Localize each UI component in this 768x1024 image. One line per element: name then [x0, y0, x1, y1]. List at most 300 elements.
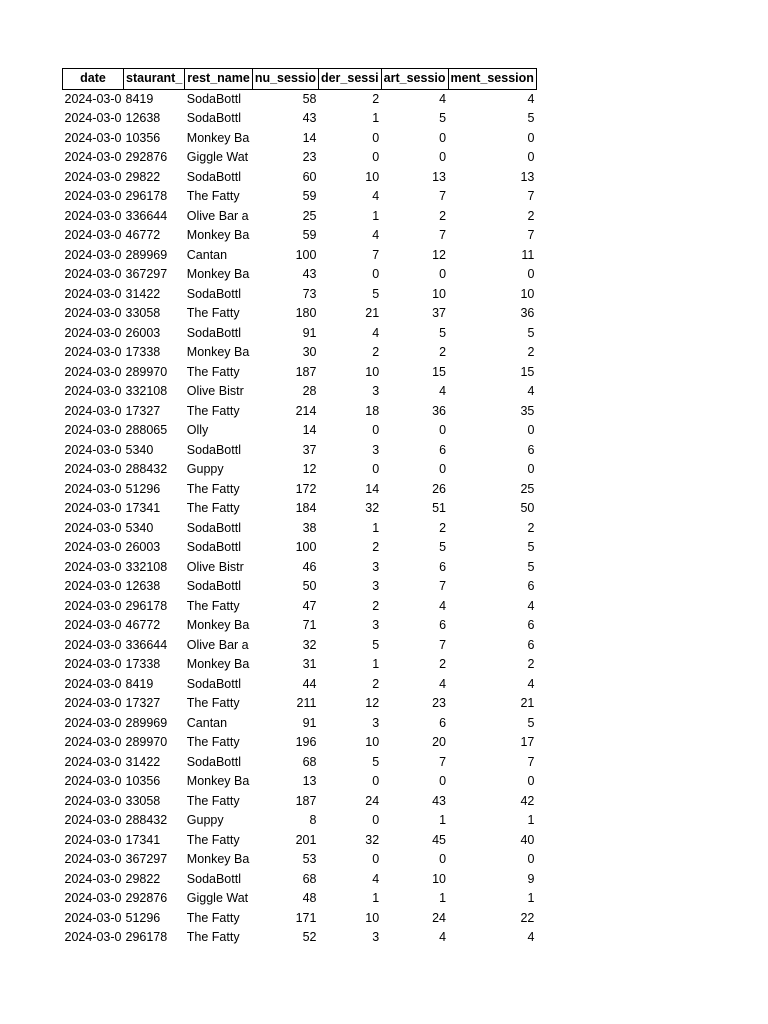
table-cell[interactable]: 35 [520, 403, 535, 418]
table-cell[interactable]: The Fatty [186, 910, 240, 925]
table-cell[interactable]: 288065 [125, 423, 168, 437]
table-cell[interactable]: 2024-03-0 [64, 813, 122, 827]
column-header[interactable]: der_sessi [318, 69, 381, 90]
table-cell[interactable]: 2024-03-0 [64, 696, 122, 710]
table-cell[interactable]: 288432 [125, 813, 168, 827]
table-cell[interactable]: 10 [432, 286, 447, 301]
table-cell[interactable]: 91 [302, 325, 317, 340]
table-cell[interactable]: 180 [295, 306, 317, 320]
table-cell[interactable]: 17 [520, 735, 535, 749]
table-cell[interactable]: 2024-03-0 [64, 774, 122, 788]
table-cell[interactable]: SodaBottl [186, 91, 241, 106]
table-cell[interactable]: 289969 [125, 715, 168, 730]
table-cell[interactable]: 51 [432, 501, 447, 515]
table-cell[interactable]: 28 [302, 384, 317, 398]
table-cell[interactable]: 5 [527, 540, 535, 554]
table-cell[interactable]: Olive Bistr [186, 559, 244, 574]
table-cell[interactable]: 2024-03-0 [64, 735, 122, 749]
table-cell[interactable]: SodaBottl [186, 579, 241, 593]
table-cell[interactable]: 2024-03-0 [64, 286, 122, 301]
table-cell[interactable]: 6 [439, 442, 447, 457]
table-cell[interactable]: 0 [527, 130, 535, 145]
column-header[interactable]: rest_name [185, 69, 253, 90]
table-cell[interactable]: The Fatty [186, 832, 240, 847]
table-cell[interactable]: 2024-03-0 [64, 442, 122, 457]
table-cell[interactable]: Monkey Ba [186, 130, 250, 145]
table-cell[interactable]: 2 [439, 520, 447, 535]
table-cell[interactable]: 336644 [125, 637, 168, 652]
table-cell[interactable]: 12 [432, 247, 447, 262]
table-cell[interactable]: 292876 [125, 891, 168, 905]
table-cell[interactable]: 196 [295, 735, 317, 749]
table-cell[interactable]: Monkey Ba [186, 774, 250, 788]
table-cell[interactable]: 367297 [125, 267, 168, 281]
table-cell[interactable]: 5 [527, 715, 535, 730]
table-cell[interactable]: 14 [302, 423, 317, 437]
table-cell[interactable]: 0 [527, 774, 535, 788]
table-cell[interactable]: 6 [527, 637, 535, 652]
table-cell[interactable]: 5 [439, 540, 447, 554]
table-cell[interactable]: 3 [372, 618, 380, 632]
table-cell[interactable]: 5 [527, 559, 535, 574]
table-cell[interactable]: The Fatty [186, 696, 240, 710]
table-cell[interactable]: Cantan [186, 715, 228, 730]
table-cell[interactable]: 5 [372, 637, 380, 652]
table-cell[interactable]: The Fatty [186, 481, 240, 496]
table-cell[interactable]: 50 [302, 579, 317, 593]
table-cell[interactable]: 42 [520, 793, 535, 808]
table-cell[interactable]: 5 [527, 111, 535, 125]
table-cell[interactable]: 4 [372, 189, 380, 203]
table-cell[interactable]: 2024-03-0 [64, 384, 122, 398]
table-cell[interactable]: 332108 [125, 384, 168, 398]
table-cell[interactable]: 171 [295, 910, 317, 925]
table-cell[interactable]: 1 [372, 657, 380, 671]
table-cell[interactable]: 6 [439, 618, 447, 632]
table-cell[interactable]: 10 [365, 735, 380, 749]
table-cell[interactable]: 0 [372, 130, 380, 145]
table-cell[interactable]: 1 [372, 208, 380, 223]
table-cell[interactable]: 4 [372, 228, 380, 242]
table-cell[interactable]: 10356 [125, 774, 161, 788]
table-cell[interactable]: The Fatty [186, 598, 240, 613]
table-cell[interactable]: 23 [432, 696, 447, 710]
table-cell[interactable]: SodaBottl [186, 169, 241, 184]
table-cell[interactable]: 296178 [125, 930, 168, 944]
table-cell[interactable]: 289970 [125, 735, 168, 749]
table-cell[interactable]: 32 [365, 832, 380, 847]
table-cell[interactable]: 15 [432, 364, 447, 379]
table-cell[interactable]: The Fatty [186, 930, 240, 944]
table-cell[interactable]: 10356 [125, 130, 161, 145]
table-cell[interactable]: 25 [520, 481, 535, 496]
table-cell[interactable]: 8419 [125, 91, 154, 106]
table-cell[interactable]: The Fatty [186, 189, 240, 203]
table-cell[interactable]: 5340 [125, 442, 154, 457]
table-cell[interactable]: 336644 [125, 208, 168, 223]
table-cell[interactable]: 292876 [125, 150, 168, 164]
table-cell[interactable]: 43 [302, 267, 317, 281]
table-cell[interactable]: 46772 [125, 618, 161, 632]
table-cell[interactable]: 43 [432, 793, 447, 808]
table-cell[interactable]: 5 [527, 325, 535, 340]
table-cell[interactable]: 2 [372, 676, 380, 691]
table-cell[interactable]: 0 [372, 462, 380, 476]
table-cell[interactable]: SodaBottl [186, 442, 241, 457]
table-cell[interactable]: 50 [520, 501, 535, 515]
table-cell[interactable]: SodaBottl [186, 111, 241, 125]
table-cell[interactable]: 0 [527, 267, 535, 281]
table-cell[interactable]: SodaBottl [186, 871, 241, 886]
table-cell[interactable]: 33058 [125, 793, 161, 808]
table-cell[interactable]: 2024-03-0 [64, 559, 122, 574]
table-cell[interactable]: 7 [439, 754, 447, 769]
table-cell[interactable]: Giggle Wat [186, 150, 249, 164]
table-cell[interactable]: 29822 [125, 871, 161, 886]
table-cell[interactable]: 0 [527, 852, 535, 866]
table-cell[interactable]: The Fatty [186, 403, 240, 418]
table-cell[interactable]: 3 [372, 384, 380, 398]
table-cell[interactable]: SodaBottl [186, 540, 241, 554]
table-cell[interactable]: 0 [439, 852, 447, 866]
table-cell[interactable]: 187 [295, 364, 317, 379]
table-cell[interactable]: 60 [302, 169, 317, 184]
table-cell[interactable]: 8 [309, 813, 317, 827]
table-cell[interactable]: 1 [527, 813, 535, 827]
table-cell[interactable]: 2024-03-0 [64, 130, 122, 145]
table-cell[interactable]: 37 [302, 442, 317, 457]
table-cell[interactable]: 2 [527, 520, 535, 535]
table-cell[interactable]: 172 [295, 481, 317, 496]
table-cell[interactable]: 0 [439, 423, 447, 437]
table-cell[interactable]: 11 [521, 247, 535, 262]
table-cell[interactable]: 26003 [125, 540, 161, 554]
table-cell[interactable]: 0 [372, 813, 380, 827]
table-cell[interactable]: 37 [432, 306, 447, 320]
table-cell[interactable]: 52 [302, 930, 317, 944]
table-cell[interactable]: 17327 [125, 696, 161, 710]
table-cell[interactable]: 48 [302, 891, 317, 905]
table-cell[interactable]: 12638 [125, 579, 161, 593]
table-cell[interactable]: 31 [302, 657, 317, 671]
table-cell[interactable]: 18 [365, 403, 380, 418]
table-cell[interactable]: 2024-03-0 [64, 754, 122, 769]
table-cell[interactable]: 7 [527, 189, 535, 203]
table-cell[interactable]: 2024-03-0 [64, 169, 122, 184]
table-cell[interactable]: Olive Bistr [186, 384, 244, 398]
table-cell[interactable]: 53 [302, 852, 317, 866]
table-cell[interactable]: 10 [520, 286, 535, 301]
table-cell[interactable]: 31422 [125, 286, 161, 301]
table-cell[interactable]: 2 [372, 598, 380, 613]
table-cell[interactable]: 2024-03-0 [64, 676, 122, 691]
table-cell[interactable]: SodaBottl [186, 520, 241, 535]
table-cell[interactable]: 2024-03-0 [64, 715, 122, 730]
table-cell[interactable]: 7 [527, 228, 535, 242]
table-cell[interactable]: 58 [302, 91, 317, 106]
table-cell[interactable]: 2024-03-0 [64, 618, 122, 632]
table-cell[interactable]: 201 [295, 832, 317, 847]
table-cell[interactable]: 71 [302, 618, 317, 632]
table-cell[interactable]: 12 [302, 462, 317, 476]
table-cell[interactable]: 2024-03-0 [64, 462, 122, 476]
table-cell[interactable]: 45 [432, 832, 447, 847]
table-cell[interactable]: 6 [527, 618, 535, 632]
table-cell[interactable]: 9 [527, 871, 535, 886]
table-cell[interactable]: 0 [372, 267, 380, 281]
table-cell[interactable]: 10 [432, 871, 447, 886]
table-cell[interactable]: The Fatty [186, 501, 240, 515]
table-cell[interactable]: Giggle Wat [186, 891, 249, 905]
table-cell[interactable]: 2024-03-0 [64, 423, 122, 437]
table-cell[interactable]: 2024-03-0 [64, 150, 122, 164]
table-cell[interactable]: 24 [365, 793, 380, 808]
table-cell[interactable]: 288432 [125, 462, 168, 476]
table-cell[interactable]: 0 [439, 462, 447, 476]
table-cell[interactable]: 2024-03-0 [64, 910, 122, 925]
table-cell[interactable]: 4 [527, 384, 535, 398]
table-cell[interactable]: Olive Bar a [186, 637, 249, 652]
table-cell[interactable]: 68 [302, 871, 317, 886]
table-cell[interactable]: 0 [527, 423, 535, 437]
table-cell[interactable]: 4 [439, 91, 447, 106]
table-cell[interactable]: 47 [302, 598, 317, 613]
table-cell[interactable]: 2 [439, 657, 447, 671]
table-cell[interactable]: Monkey Ba [186, 228, 250, 242]
table-cell[interactable]: 36 [432, 403, 447, 418]
table-cell[interactable]: 26003 [125, 325, 161, 340]
table-cell[interactable]: SodaBottl [186, 286, 241, 301]
table-cell[interactable]: 5 [372, 754, 380, 769]
table-cell[interactable]: 289970 [125, 364, 168, 379]
table-cell[interactable]: 2024-03-0 [64, 364, 122, 379]
table-cell[interactable]: 100 [295, 540, 317, 554]
table-cell[interactable]: 2024-03-0 [64, 637, 122, 652]
table-cell[interactable]: 2024-03-0 [64, 501, 122, 515]
table-cell[interactable]: 2024-03-0 [64, 579, 122, 593]
table-cell[interactable]: 2024-03-0 [64, 520, 122, 535]
table-cell[interactable]: 2024-03-0 [64, 832, 122, 847]
table-cell[interactable]: 2024-03-0 [64, 345, 122, 359]
table-cell[interactable]: 13 [520, 169, 535, 184]
table-cell[interactable]: 32 [302, 637, 317, 652]
table-cell[interactable]: 0 [439, 774, 447, 788]
table-cell[interactable]: 14 [365, 481, 380, 496]
table-cell[interactable]: 2024-03-0 [64, 540, 122, 554]
table-cell[interactable]: 51296 [125, 481, 161, 496]
table-cell[interactable]: 2 [527, 208, 535, 223]
table-cell[interactable]: 10 [365, 364, 380, 379]
table-cell[interactable]: 2024-03-0 [64, 481, 122, 496]
table-cell[interactable]: 2024-03-0 [64, 306, 122, 320]
table-cell[interactable]: Guppy [186, 813, 224, 827]
table-cell[interactable]: 4 [527, 676, 535, 691]
table-cell[interactable]: 12638 [125, 111, 161, 125]
table-cell[interactable]: 43 [302, 111, 317, 125]
table-cell[interactable]: 332108 [125, 559, 168, 574]
table-cell[interactable]: 4 [372, 871, 380, 886]
table-cell[interactable]: SodaBottl [186, 325, 241, 340]
table-cell[interactable]: 44 [302, 676, 317, 691]
table-cell[interactable]: 2024-03-0 [64, 852, 122, 866]
table-cell[interactable]: 0 [439, 130, 447, 145]
table-cell[interactable]: 4 [372, 325, 380, 340]
table-cell[interactable]: 26 [432, 481, 447, 496]
table-cell[interactable]: 4 [439, 930, 447, 944]
table-cell[interactable]: 14 [302, 130, 317, 145]
table-cell[interactable]: 17338 [125, 657, 161, 671]
table-cell[interactable]: 5 [439, 325, 447, 340]
table-cell[interactable]: 5 [372, 286, 380, 301]
table-cell[interactable]: 91 [302, 715, 317, 730]
table-cell[interactable]: Cantan [186, 247, 228, 262]
table-cell[interactable]: 0 [439, 267, 447, 281]
table-cell[interactable]: 4 [439, 384, 447, 398]
table-cell[interactable]: 2024-03-0 [64, 111, 122, 125]
table-cell[interactable]: The Fatty [186, 306, 240, 320]
column-header[interactable]: ment_session [448, 69, 536, 90]
table-cell[interactable]: 6 [527, 579, 535, 593]
table-cell[interactable]: 2 [527, 345, 535, 359]
table-cell[interactable]: 0 [439, 150, 447, 164]
table-cell[interactable]: SodaBottl [186, 676, 241, 691]
table-cell[interactable]: 2024-03-0 [64, 91, 122, 106]
table-cell[interactable]: 214 [295, 403, 317, 418]
table-cell[interactable]: 22 [520, 910, 535, 925]
table-cell[interactable]: 5 [439, 111, 447, 125]
table-cell[interactable]: 4 [439, 676, 447, 691]
table-cell[interactable]: 31422 [125, 754, 161, 769]
table-cell[interactable]: Olive Bar a [186, 208, 249, 223]
table-cell[interactable]: 29822 [125, 169, 161, 184]
column-header[interactable]: staurant_ [124, 69, 185, 90]
table-cell[interactable]: 17341 [125, 501, 161, 515]
table-cell[interactable]: 30 [302, 345, 317, 359]
table-cell[interactable]: 4 [439, 598, 447, 613]
table-cell[interactable]: 1 [372, 891, 380, 905]
table-cell[interactable]: 0 [527, 462, 535, 476]
table-cell[interactable]: Olly [186, 423, 209, 437]
table-cell[interactable]: 4 [527, 930, 535, 944]
table-cell[interactable]: 8419 [125, 676, 154, 691]
table-cell[interactable]: 2024-03-0 [64, 793, 122, 808]
table-cell[interactable]: 2024-03-0 [64, 247, 122, 262]
table-cell[interactable]: 33058 [125, 306, 161, 320]
table-cell[interactable]: 296178 [125, 598, 168, 613]
table-cell[interactable]: 6 [439, 715, 447, 730]
column-header[interactable]: art_sessio [381, 69, 448, 90]
table-cell[interactable]: 25 [302, 208, 317, 223]
table-cell[interactable]: 7 [439, 637, 447, 652]
table-cell[interactable]: 68 [302, 754, 317, 769]
table-cell[interactable]: 2 [372, 540, 380, 554]
table-cell[interactable]: 2 [439, 345, 447, 359]
table-cell[interactable]: 7 [439, 579, 447, 593]
table-cell[interactable]: 0 [372, 852, 380, 866]
table-cell[interactable]: 1 [439, 891, 447, 905]
table-cell[interactable]: 0 [372, 774, 380, 788]
table-cell[interactable]: 40 [520, 832, 535, 847]
table-cell[interactable]: 3 [372, 559, 380, 574]
table-cell[interactable]: 0 [527, 150, 535, 164]
table-cell[interactable]: The Fatty [186, 364, 240, 379]
table-cell[interactable]: 7 [439, 189, 447, 203]
table-cell[interactable]: 2 [372, 345, 380, 359]
table-cell[interactable]: 2024-03-0 [64, 930, 122, 944]
table-cell[interactable]: 2024-03-0 [64, 891, 122, 905]
table-cell[interactable]: 24 [432, 910, 447, 925]
table-cell[interactable]: 1 [372, 111, 380, 125]
table-cell[interactable]: 59 [302, 189, 317, 203]
table-cell[interactable]: 100 [295, 247, 317, 262]
table-cell[interactable]: 15 [520, 364, 535, 379]
table-cell[interactable]: 13 [302, 774, 317, 788]
column-header[interactable]: nu_sessio [252, 69, 318, 90]
table-cell[interactable]: 12 [365, 696, 380, 710]
table-cell[interactable]: 184 [295, 501, 317, 515]
table-cell[interactable]: 1 [372, 520, 380, 535]
table-cell[interactable]: 6 [439, 559, 447, 574]
table-cell[interactable]: 3 [372, 442, 380, 457]
table-cell[interactable]: 10 [365, 169, 380, 184]
table-cell[interactable]: 7 [372, 247, 380, 262]
table-cell[interactable]: 211 [296, 696, 317, 710]
table-cell[interactable]: 2024-03-0 [64, 403, 122, 418]
table-cell[interactable]: Monkey Ba [186, 657, 250, 671]
table-cell[interactable]: 46 [302, 559, 317, 574]
table-cell[interactable]: 2 [372, 91, 380, 106]
table-cell[interactable]: 38 [302, 520, 317, 535]
table-cell[interactable]: 2024-03-0 [64, 228, 122, 242]
table-cell[interactable]: 1 [439, 813, 447, 827]
table-cell[interactable]: Monkey Ba [186, 345, 250, 359]
table-cell[interactable]: 2024-03-0 [64, 189, 122, 203]
table-cell[interactable]: 1 [527, 891, 535, 905]
table-cell[interactable]: 3 [372, 930, 380, 944]
table-cell[interactable]: 367297 [125, 852, 168, 866]
table-cell[interactable]: 23 [302, 150, 317, 164]
table-cell[interactable]: 59 [302, 228, 317, 242]
table-cell[interactable]: 21 [365, 306, 380, 320]
table-cell[interactable]: Monkey Ba [186, 852, 250, 866]
table-cell[interactable]: 21 [520, 696, 535, 710]
table-cell[interactable]: 5340 [125, 520, 154, 535]
table-cell[interactable]: 7 [527, 754, 535, 769]
table-cell[interactable]: 17341 [125, 832, 161, 847]
table-cell[interactable]: Monkey Ba [186, 618, 250, 632]
table-cell[interactable]: 2024-03-0 [64, 657, 122, 671]
table-cell[interactable]: 10 [365, 910, 380, 925]
table-cell[interactable]: 13 [432, 169, 447, 184]
table-cell[interactable]: 2024-03-0 [64, 267, 122, 281]
table-cell[interactable]: 46772 [125, 228, 161, 242]
table-cell[interactable]: 187 [295, 793, 317, 808]
table-cell[interactable]: 32 [365, 501, 380, 515]
table-cell[interactable]: 20 [432, 735, 447, 749]
table-cell[interactable]: 36 [520, 306, 535, 320]
table-cell[interactable]: Monkey Ba [186, 267, 250, 281]
table-cell[interactable]: 7 [439, 228, 447, 242]
table-cell[interactable]: 2024-03-0 [64, 871, 122, 886]
table-cell[interactable]: 289969 [125, 247, 168, 262]
table-cell[interactable]: 2024-03-0 [64, 598, 122, 613]
table-cell[interactable]: The Fatty [186, 793, 240, 808]
table-cell[interactable]: 0 [372, 150, 380, 164]
table-cell[interactable]: 0 [372, 423, 380, 437]
column-header[interactable]: date [63, 69, 124, 90]
table-cell[interactable]: 17338 [125, 345, 161, 359]
table-cell[interactable]: The Fatty [186, 735, 240, 749]
